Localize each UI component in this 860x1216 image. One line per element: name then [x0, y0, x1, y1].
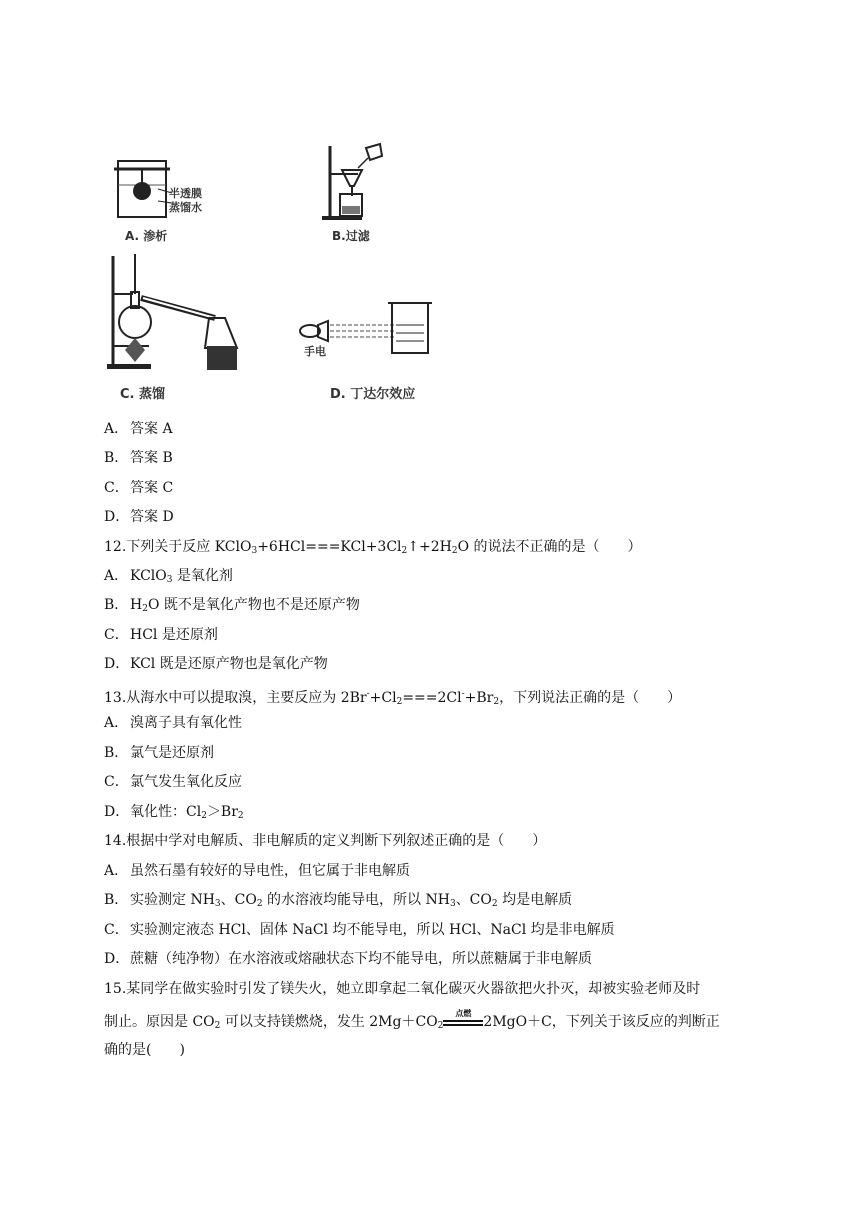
q14-option-b: B． 实验测定 $NH_3$、$CO_2$ 的水溶液均能导电，所以 $NH_3$、$CO_2$ 均是电解质	[104, 892, 573, 909]
q12-stem: 12.下列关于反应 $KClO_3+6HCl===KCl+3Cl_2↑+2H_2O$ 的说法不正确的是（ ）	[104, 539, 642, 556]
filtration-apparatus-drawing	[318, 140, 388, 224]
q11-option-a: A． 答案 A	[104, 421, 173, 437]
q15-stem-line1: 15.某同学在做实验时引发了镁失火，她立即拿起二氧化碳灭火器欲把火扑灭，却被实验老师及时	[104, 981, 701, 997]
q13-option-a: A． 溴离子具有氧化性	[104, 715, 242, 731]
q11-option-d: D．答案 D	[104, 509, 174, 525]
q12-option-a: A． KClO$_3$ 是氧化剂	[104, 568, 233, 585]
q12-option-d: D．KCl 既是还原产物也是氧化产物	[104, 656, 328, 672]
q15-stem-line2: 制止。原因是 $CO_2$ 可以支持镁燃烧，发生 $2Mg+CO_2$ 点燃 2MgO＋C，下列关于该反应的判断正	[104, 1009, 720, 1031]
q14-option-d: D．蔗糖（纯净物）在水溶液或熔融状态下均不能导电，所以蔗糖属于非电解质	[104, 951, 592, 967]
q11-option-b: B． 答案 B	[104, 450, 173, 466]
figure-d-caption: D. 丁达尔效应	[330, 387, 416, 402]
q13-option-c: C．氯气发生氧化反应	[104, 774, 242, 790]
figure-a-caption: A. 渗析	[125, 229, 168, 243]
q12-option-b: B． $H_2O$ 既不是氧化产物也不是还原产物	[104, 597, 360, 614]
q13-option-d: D．氧化性：$Cl_2>Br_2$	[104, 804, 244, 821]
q13-stem: 13.从海水中可以提取溴，主要反应为 $2Br^-+Cl_2===2Cl^-+Br_2$，下列说法正确的是（ ）	[104, 689, 682, 707]
q14-option-c: C．实验测定液态 HCl、固体 NaCl 均不能导电，所以 HCl、NaCl 均是非电解质	[104, 922, 615, 938]
dialysis-label-membrane: 半透膜	[169, 187, 202, 200]
figure-d-tyndall	[296, 295, 436, 359]
dialysis-apparatus-drawing	[112, 155, 222, 221]
q15-stem-line3: 确的是( )	[104, 1042, 185, 1058]
figure-b-filtration	[318, 140, 388, 224]
q11-option-c: C．答案 C	[104, 480, 174, 496]
reaction-condition: 点燃	[443, 1010, 483, 1026]
figure-a-dialysis	[112, 155, 222, 221]
figure-c-distillation	[105, 254, 245, 374]
q14-option-a: A． 虽然石墨有较好的导电性，但它属于非电解质	[104, 863, 410, 879]
q13-option-b: B． 氯气是还原剂	[104, 745, 214, 761]
q14-stem: 14.根据中学对电解质、非电解质的定义判断下列叙述正确的是（ ）	[104, 833, 547, 849]
figure-b-caption: B.过滤	[332, 229, 370, 243]
distillation-apparatus-drawing	[105, 254, 245, 374]
tyndall-label-flashlight: 手电	[304, 345, 326, 358]
dialysis-label-water: 蒸馏水	[169, 201, 202, 214]
figure-c-caption: C. 蒸馏	[120, 387, 166, 402]
q12-option-c: C．HCl 是还原剂	[104, 627, 218, 643]
